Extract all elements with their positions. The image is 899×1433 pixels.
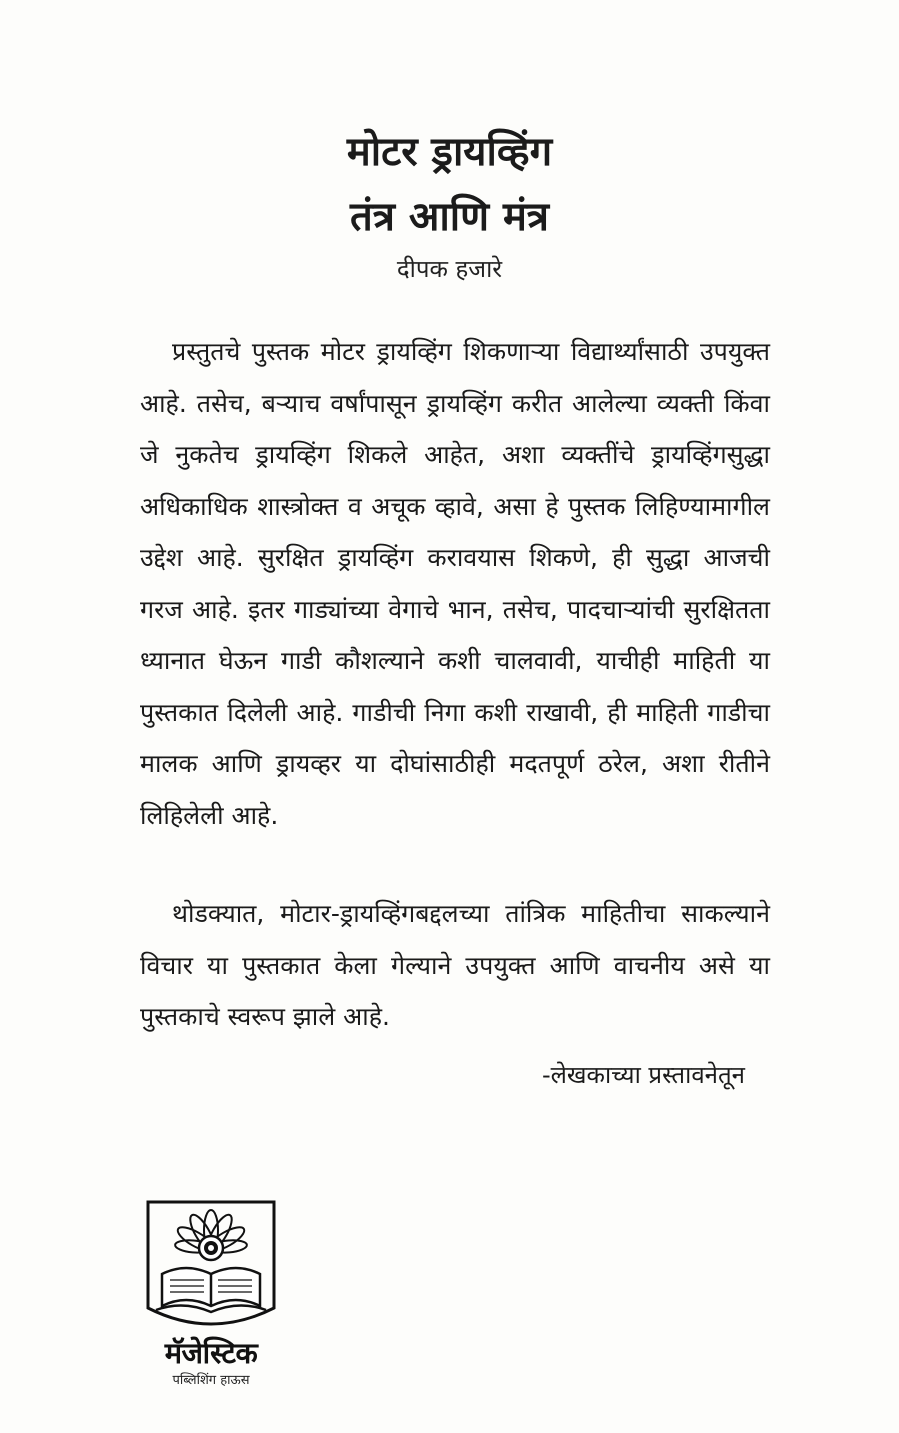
book-lotus-logo-icon <box>138 1190 284 1335</box>
book-title-line-1: मोटर ड्रायव्हिंग <box>346 129 553 175</box>
blurb-attribution: -लेखकाच्या प्रस्तावनेतून <box>541 1061 745 1089</box>
publisher-name: मॅजेस्टिक <box>164 1336 258 1370</box>
publisher-logo <box>138 1190 268 1400</box>
book-title-line-2: तंत्र आणि मंत्र <box>350 194 549 240</box>
author-name: दीपक हजारे <box>396 255 503 283</box>
blurb-paragraph-2: थोडक्यात, मोटार-ड्रायव्हिंगबद्दलच्या तांत्रिक माहितीचा साकल्याने विचार या पुस्तकात केला गेल्याने उपयुक्त आणि वाचनीय असे या पुस्तकाचे स्वरूप झाले आहे. <box>140 899 770 1031</box>
publisher-subtitle: पब्लिशिंग हाऊस <box>172 1373 250 1388</box>
blurb-paragraph-1: प्रस्तुतचे पुस्तक मोटर ड्रायव्हिंग शिकणाऱ्या विद्यार्थ्यांसाठी उपयुक्त आहे. तसेच, बऱ्याच वर्षांपासून ड्रायव्हिंग करीत आलेल्या व्यक्ती किंवा जे नुकतेच ड्रायव्हिंग शिकले आहेत, अशा व्यक्तींचे ड्रायव्हिंगसुद्धा अधिकाधिक शास्त्रोक्त व अचूक व्हावे, असा हे पुस्तक लिहिण्यामागील उद्देश आहे. सुरक्षित ड्रायव्हिंग करावयास शिकणे, ही सुद्धा आजची गरज आहे. इतर गाड्यांच्या वेगाचे भान, तसेच, पादचाऱ्यांची सुरक्षितता ध्यानात घेऊन गाडी कौशल्याने कशी चालवावी, याचीही माहिती या पुस्तकात दिलेली आहे. गाडीची निगा कशी राखावी, ही माहिती गाडीचा मालक आणि ड्रायव्हर या दोघांसाठीही मदतपूर्ण ठरेल, अशा रीतीने लिहिलेली आहे. <box>140 337 770 830</box>
